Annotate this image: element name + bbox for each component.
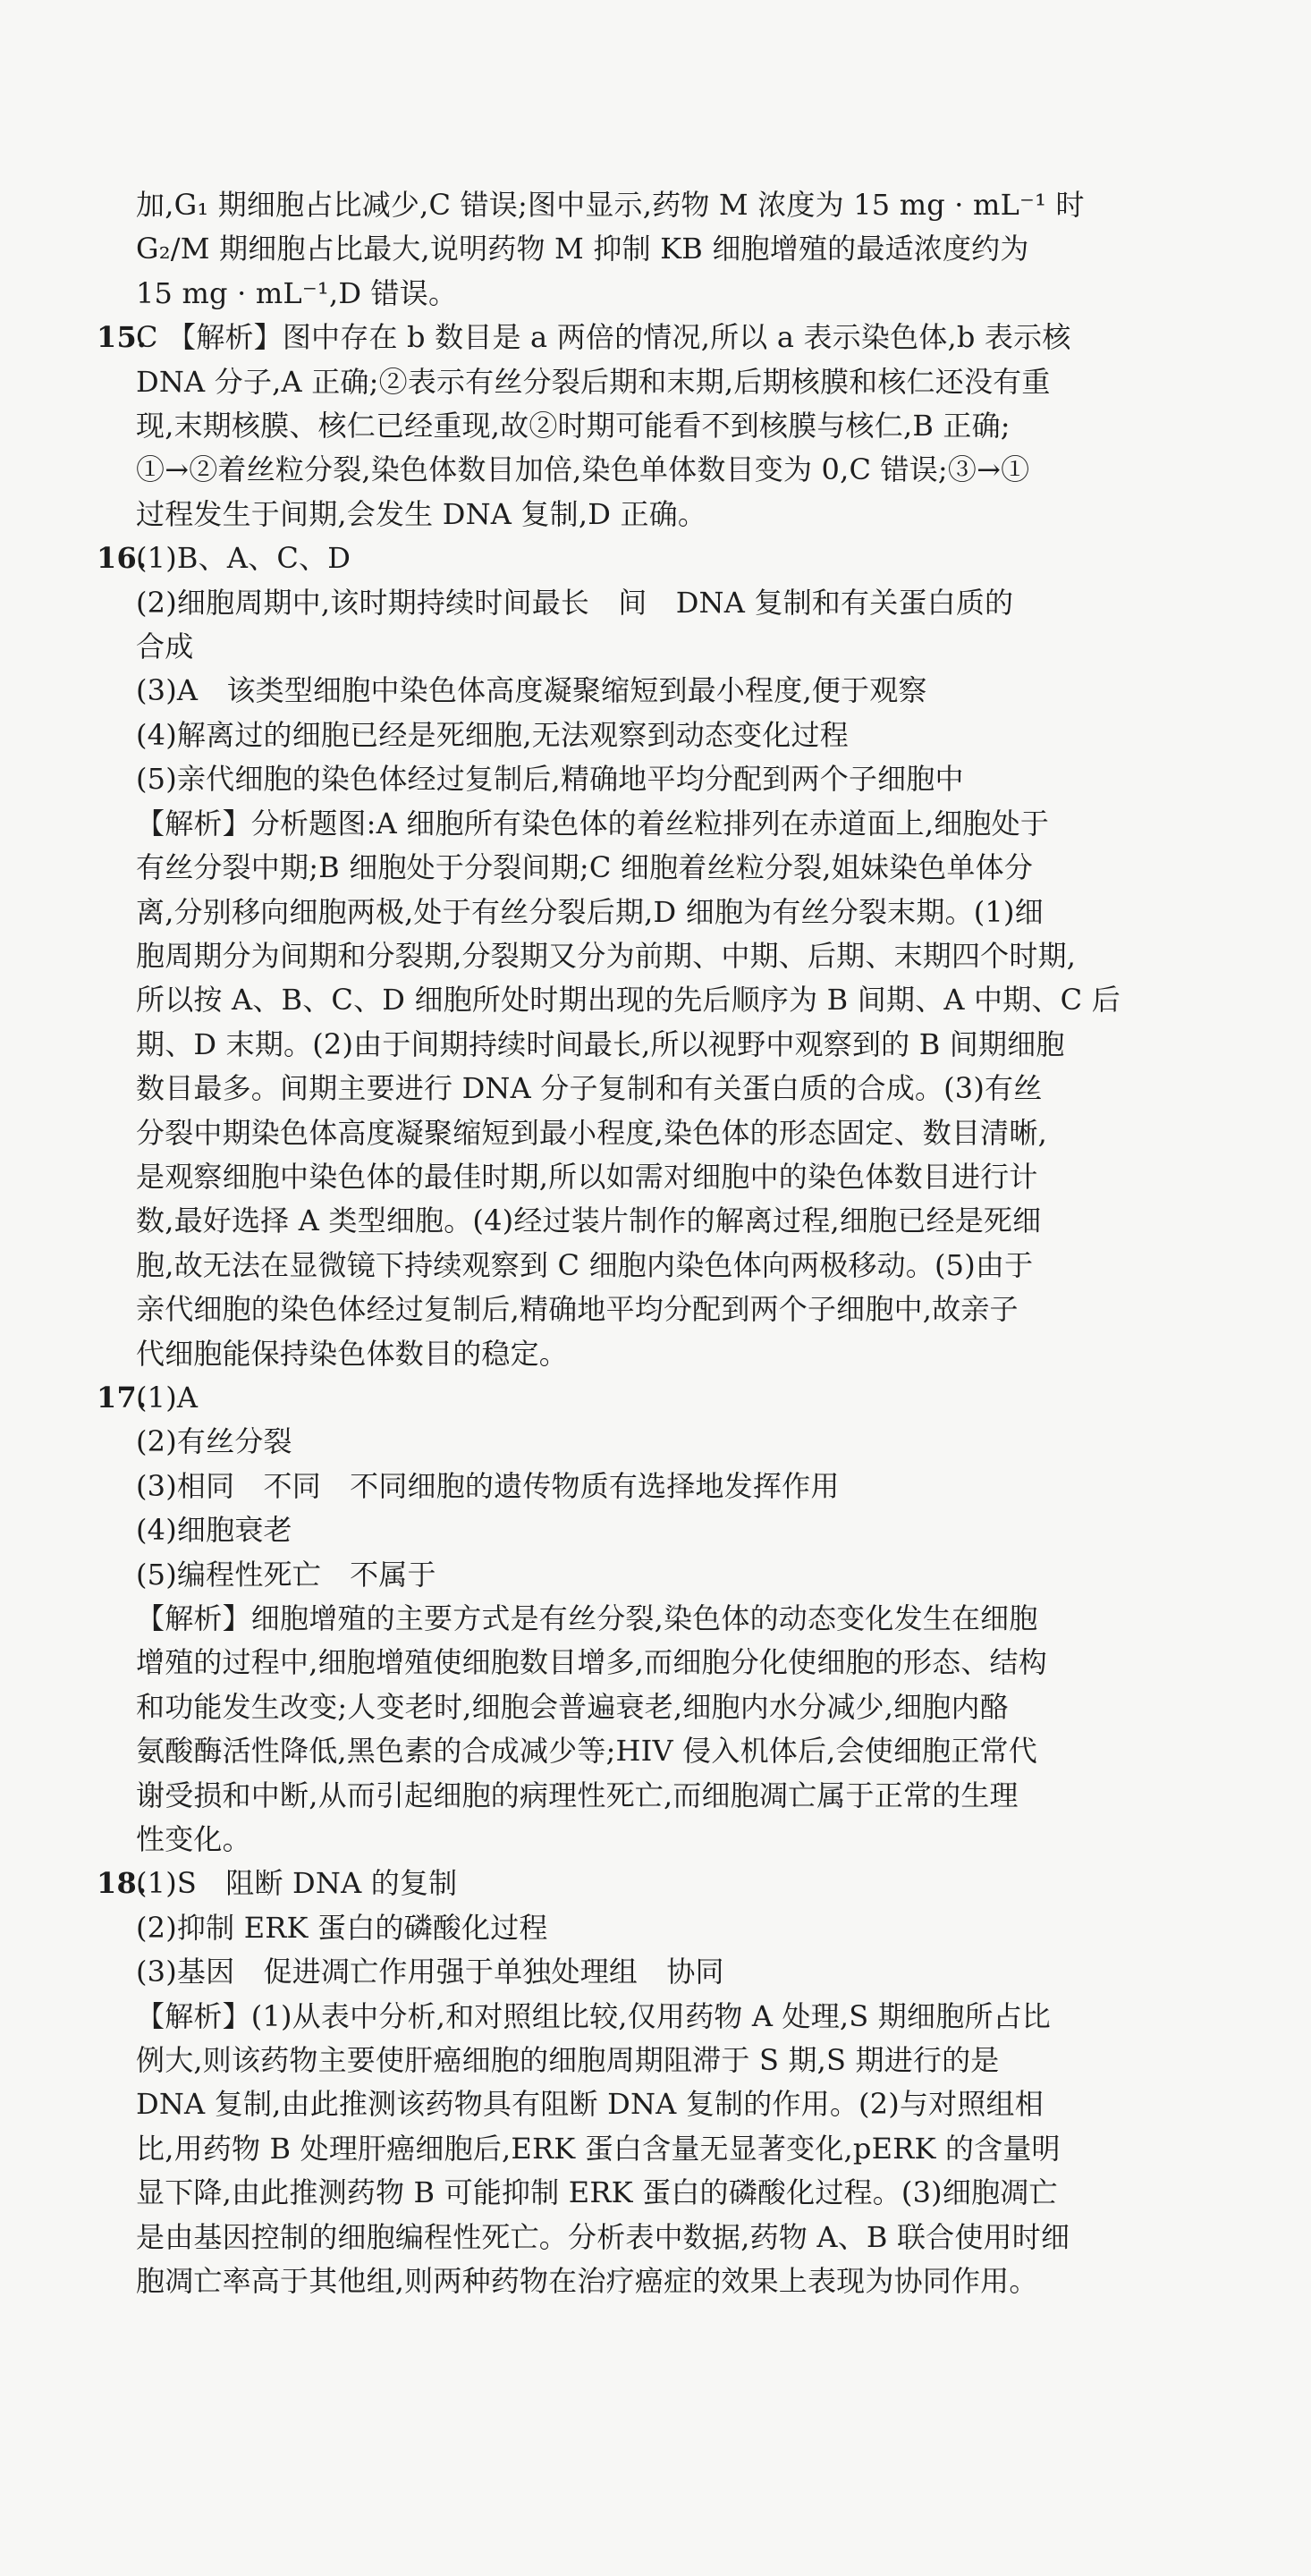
- answer-line: (2)抑制 ERK 蛋白的磷酸化过程: [136, 1910, 548, 1945]
- answer-line: (5)编程性死亡 不属于: [136, 1557, 436, 1592]
- answer-text: (1)S 阻断 DNA 的复制: [136, 1866, 458, 1901]
- question-number: 17.: [97, 1380, 148, 1415]
- answer-line: 胞,故无法在显微镜下持续观察到 C 细胞内染色体向两极移动。(5)由于: [136, 1247, 1034, 1282]
- question-first-line: [97, 1862, 1170, 1905]
- answer-line: 期、D 末期。(2)由于间期持续时间最长,所以视野中观察到的 B 间期细胞: [136, 1026, 1065, 1061]
- answer-line: 数目最多。间期主要进行 DNA 分子复制和有关蛋白质的合成。(3)有丝: [136, 1071, 1043, 1106]
- answer-line: 是观察细胞中染色体的最佳时期,所以如需对细胞中的染色体数目进行计: [136, 1159, 1038, 1194]
- answer-line: (4)解离过的细胞已经是死细胞,无法观察到动态变化过程: [136, 717, 849, 752]
- answer-line: (3)A 该类型细胞中染色体高度凝聚缩短到最小程度,便于观察: [136, 673, 927, 708]
- answer-line: 15 mg · mL⁻¹,D 错误。: [136, 275, 458, 310]
- answer-line: (4)细胞衰老: [136, 1513, 292, 1548]
- answer-line: 代细胞能保持染色体数目的稳定。: [136, 1336, 569, 1371]
- question-first-line: [97, 316, 1170, 359]
- question-first-line: [97, 536, 1170, 580]
- answer-text: (1)B、A、C、D: [136, 541, 351, 576]
- answer-line: G₂/M 期细胞占比最大,说明药物 M 抑制 KB 细胞增殖的最适浓度约为: [136, 232, 1029, 266]
- answer-line: (3)相同 不同 不同细胞的遗传物质有选择地发挥作用: [136, 1468, 840, 1503]
- answer-line: 现,末期核膜、核仁已经重现,故②时期可能看不到核膜与核仁,B 正确;: [136, 409, 1011, 443]
- answer-line: (3)基因 促进凋亡作用强于单独处理组 协同: [136, 1955, 724, 1989]
- answer-line: 谢受损和中断,从而引起细胞的病理性死亡,而细胞凋亡属于正常的生理: [136, 1778, 1019, 1812]
- answer-line: 显下降,由此推测药物 B 可能抑制 ERK 蛋白的磷酸化过程。(3)细胞凋亡: [136, 2175, 1058, 2210]
- question-block: [97, 1376, 1170, 1862]
- question-number: 16.: [97, 541, 148, 576]
- answer-line: 例大,则该药物主要使肝癌细胞的细胞周期阻滞于 S 期,S 期进行的是: [136, 2043, 1000, 2078]
- answer-line: 合成: [136, 629, 194, 664]
- question-block: [97, 1862, 1170, 2303]
- answer-line: 【解析】(1)从表中分析,和对照组比较,仅用药物 A 处理,S 期细胞所占比: [136, 1998, 1051, 2033]
- answer-line: 比,用药物 B 处理肝癌细胞后,ERK 蛋白含量无显著变化,pERK 的含量明: [136, 2131, 1061, 2166]
- answer-line: 分裂中期染色体高度凝聚缩短到最小程度,染色体的形态固定、数目清晰,: [136, 1115, 1047, 1150]
- answer-line: 加,G₁ 期细胞占比减少,C 错误;图中显示,药物 M 浓度为 15 mg · mL⁻¹ 时: [136, 188, 1085, 222]
- question-block: [97, 536, 1170, 1376]
- answer-line: 胞周期分为间期和分裂期,分裂期又分为前期、中期、后期、末期四个时期,: [136, 938, 1077, 973]
- answer-line: (2)细胞周期中,该时期持续时间最长 间 DNA 复制和有关蛋白质的: [136, 585, 1014, 620]
- answer-text: C 【解析】图中存在 b 数目是 a 两倍的情况,所以 a 表示染色体,b 表示核: [136, 320, 1071, 355]
- answer-line: 有丝分裂中期;B 细胞处于分裂间期;C 细胞着丝粒分裂,姐妹染色单体分: [136, 850, 1034, 885]
- answer-text: (1)A: [136, 1380, 199, 1415]
- answer-line: 【解析】分析题图:A 细胞所有染色体的着丝粒排列在赤道面上,细胞处于: [136, 806, 1050, 840]
- answer-line: 亲代细胞的染色体经过复制后,精确地平均分配到两个子细胞中,故亲子: [136, 1292, 1019, 1327]
- answer-line: 离,分别移向细胞两极,处于有丝分裂后期,D 细胞为有丝分裂末期。(1)细: [136, 894, 1044, 929]
- question-block: [97, 316, 1170, 536]
- answer-line: 氨酸酶活性降低,黑色素的合成减少等;HIV 侵入机体后,会使细胞正常代: [136, 1734, 1037, 1769]
- answer-line: 胞凋亡率高于其他组,则两种药物在治疗癌症的效果上表现为协同作用。: [136, 2264, 1038, 2299]
- answer-line: 增殖的过程中,细胞增殖使细胞数目增多,而细胞分化使细胞的形态、结构: [136, 1645, 1047, 1680]
- answer-line: DNA 分子,A 正确;②表示有丝分裂后期和末期,后期核膜和核仁还没有重: [136, 364, 1051, 399]
- question-number: 18.: [97, 1866, 148, 1901]
- answer-content: [97, 183, 1170, 2304]
- answer-line: 性变化。: [136, 1822, 251, 1857]
- answer-line: ①→②着丝粒分裂,染色体数目加倍,染色单体数目变为 0,C 错误;③→①: [136, 452, 1030, 487]
- answer-line: 【解析】细胞增殖的主要方式是有丝分裂,染色体的动态变化发生在细胞: [136, 1601, 1038, 1635]
- answer-line: 过程发生于间期,会发生 DNA 复制,D 正确。: [136, 496, 707, 531]
- answer-line: 所以按 A、B、C、D 细胞所处时期出现的先后顺序为 B 间期、A 中期、C 后: [136, 983, 1121, 1018]
- question-first-line: [97, 1376, 1170, 1420]
- answer-line: 是由基因控制的细胞编程性死亡。分析表中数据,药物 A、B 联合使用时细: [136, 2219, 1070, 2254]
- answer-line: (2)有丝分裂: [136, 1424, 292, 1459]
- answer-line: 数,最好选择 A 类型细胞。(4)经过装片制作的解离过程,细胞已经是死细: [136, 1204, 1042, 1238]
- question-number: 15.: [97, 320, 148, 355]
- continuation-block: [97, 183, 1170, 316]
- answer-line: DNA 复制,由此推测该药物具有阻断 DNA 复制的作用。(2)与对照组相: [136, 2087, 1044, 2122]
- answer-line: 和功能发生改变;人变老时,细胞会普遍衰老,细胞内水分减少,细胞内酪: [136, 1689, 1009, 1724]
- answer-line: (5)亲代细胞的染色体经过复制后,精确地平均分配到两个子细胞中: [136, 762, 964, 797]
